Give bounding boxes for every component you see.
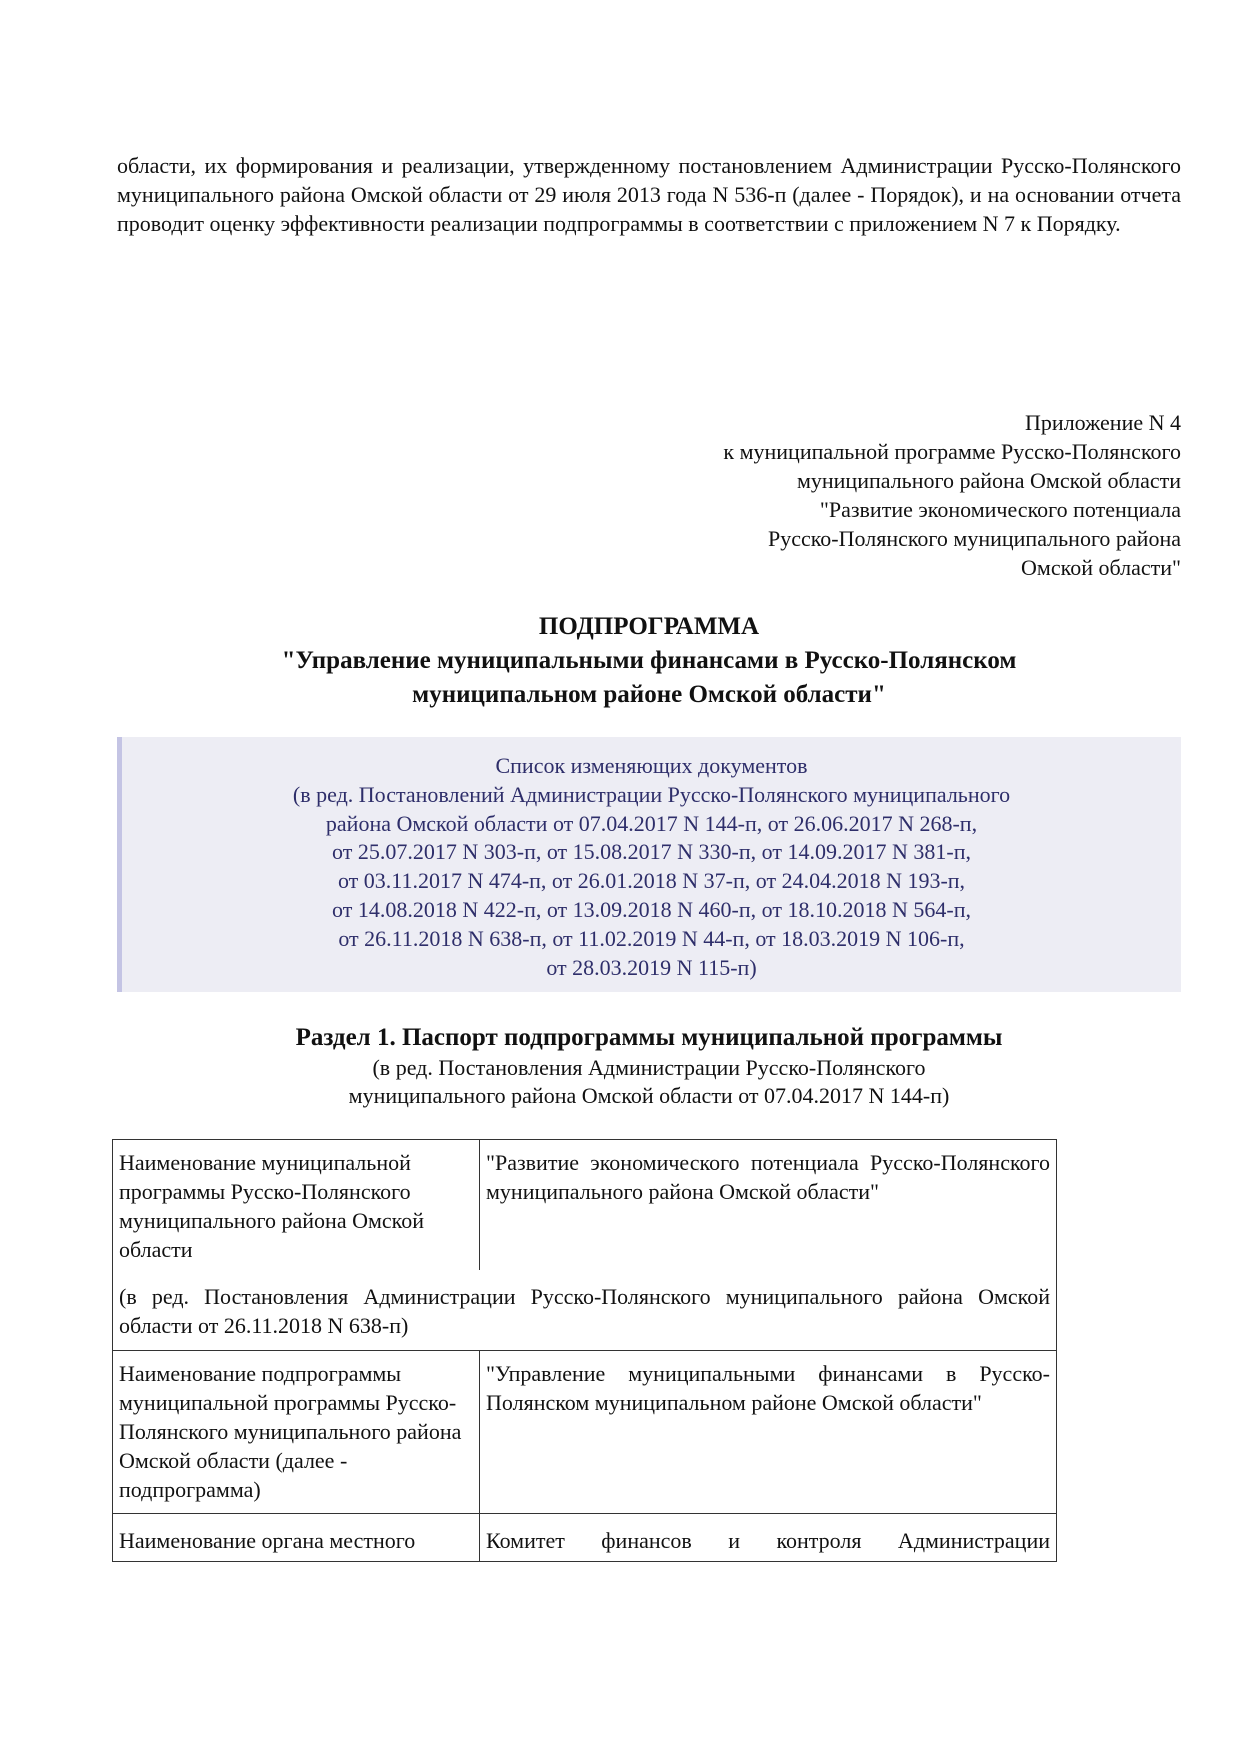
changes-line: от 28.03.2019 N 115-п) <box>546 954 757 980</box>
changes-line: от 14.08.2018 N 422-п, от 13.09.2018 N 460-п, от 18.10.2018 N 564-п, <box>332 896 971 922</box>
table-cell-value: "Управление муниципальными финансами в Русско-Полянском муниципальном районе Омской области" <box>480 1351 1057 1514</box>
table-cell-label: Наименование органа местного <box>113 1514 480 1562</box>
title-line: "Управление муниципальными финансами в Русско-Полянском <box>281 647 1017 674</box>
section-note: (в ред. Постановления Администрации Русско-Полянского <box>372 1055 926 1080</box>
title-line: ПОДПРОГРАММА <box>538 613 760 640</box>
appendix-line: "Развитие экономического потенциала <box>819 497 1181 522</box>
table-row <box>113 1514 1057 1562</box>
table-row <box>113 1140 1057 1271</box>
section-heading: Раздел 1. Паспорт подпрограммы муниципальной программы <box>295 1024 1003 1051</box>
changes-line: от 03.11.2017 N 474-п, от 26.01.2018 N 37-п, от 24.04.2018 N 193-п, <box>337 868 966 894</box>
changes-line: Список изменяющих документов <box>495 753 808 778</box>
appendix-header <box>723 408 1181 582</box>
changes-line: от 26.11.2018 N 638-п, от 11.02.2019 N 44-п, от 18.03.2019 N 106-п, <box>338 925 965 951</box>
table-cell-value: Комитет финансов и контроля Администрации <box>480 1514 1057 1562</box>
table-cell-label: Наименование муниципальной программы Русско-Полянского муниципального района Омской области <box>113 1140 480 1271</box>
section-1-header <box>117 1022 1181 1110</box>
table-row <box>113 1351 1057 1514</box>
passport-table <box>112 1139 1057 1562</box>
table-cell-note: (в ред. Постановления Администрации Русско-Полянского муниципального района Омской области от 26.11.2018 N 638-п) <box>113 1270 1057 1351</box>
changes-line: от 25.07.2017 N 303-п, от 15.08.2017 N 330-п, от 14.09.2017 N 381-п, <box>332 839 971 865</box>
intro-paragraph: области, их формирования и реализации, утвержденному постановлением Администрации Русско-Полянского муниципального района Омской области от 29 июля 2013 года N 536-п (далее - Порядок), и на основании отчета проводит оценку эффективности реализации подпрограммы в соответствии с приложением N 7 к Порядку. <box>117 153 1181 236</box>
title-line: муниципальном районе Омской области" <box>412 681 886 708</box>
appendix-line: Омской области" <box>1021 555 1181 580</box>
appendix-line: к муниципальной программе Русско-Полянского <box>723 439 1181 464</box>
changing-documents-box <box>117 737 1181 992</box>
table-cell-value: "Развитие экономического потенциала Русско-Полянского муниципального района Омской области" <box>480 1140 1057 1271</box>
changes-line: района Омской области от 07.04.2017 N 144-п, от 26.06.2017 N 268-п, <box>325 810 978 836</box>
section-note: муниципального района Омской области от 07.04.2017 N 144-п) <box>348 1083 950 1108</box>
subprogram-title <box>117 610 1181 712</box>
appendix-line: Русско-Полянского муниципального района <box>767 526 1181 551</box>
appendix-line: муниципального района Омской области <box>796 468 1181 493</box>
changes-line: (в ред. Постановлений Администрации Русско-Полянского муниципального <box>292 781 1011 807</box>
appendix-line: Приложение N 4 <box>1025 410 1181 435</box>
table-row <box>113 1270 1057 1351</box>
table-cell-label: Наименование подпрограммы муниципальной программы Русско-Полянского муниципального района Омской области (далее - подпрограмма) <box>113 1351 480 1514</box>
